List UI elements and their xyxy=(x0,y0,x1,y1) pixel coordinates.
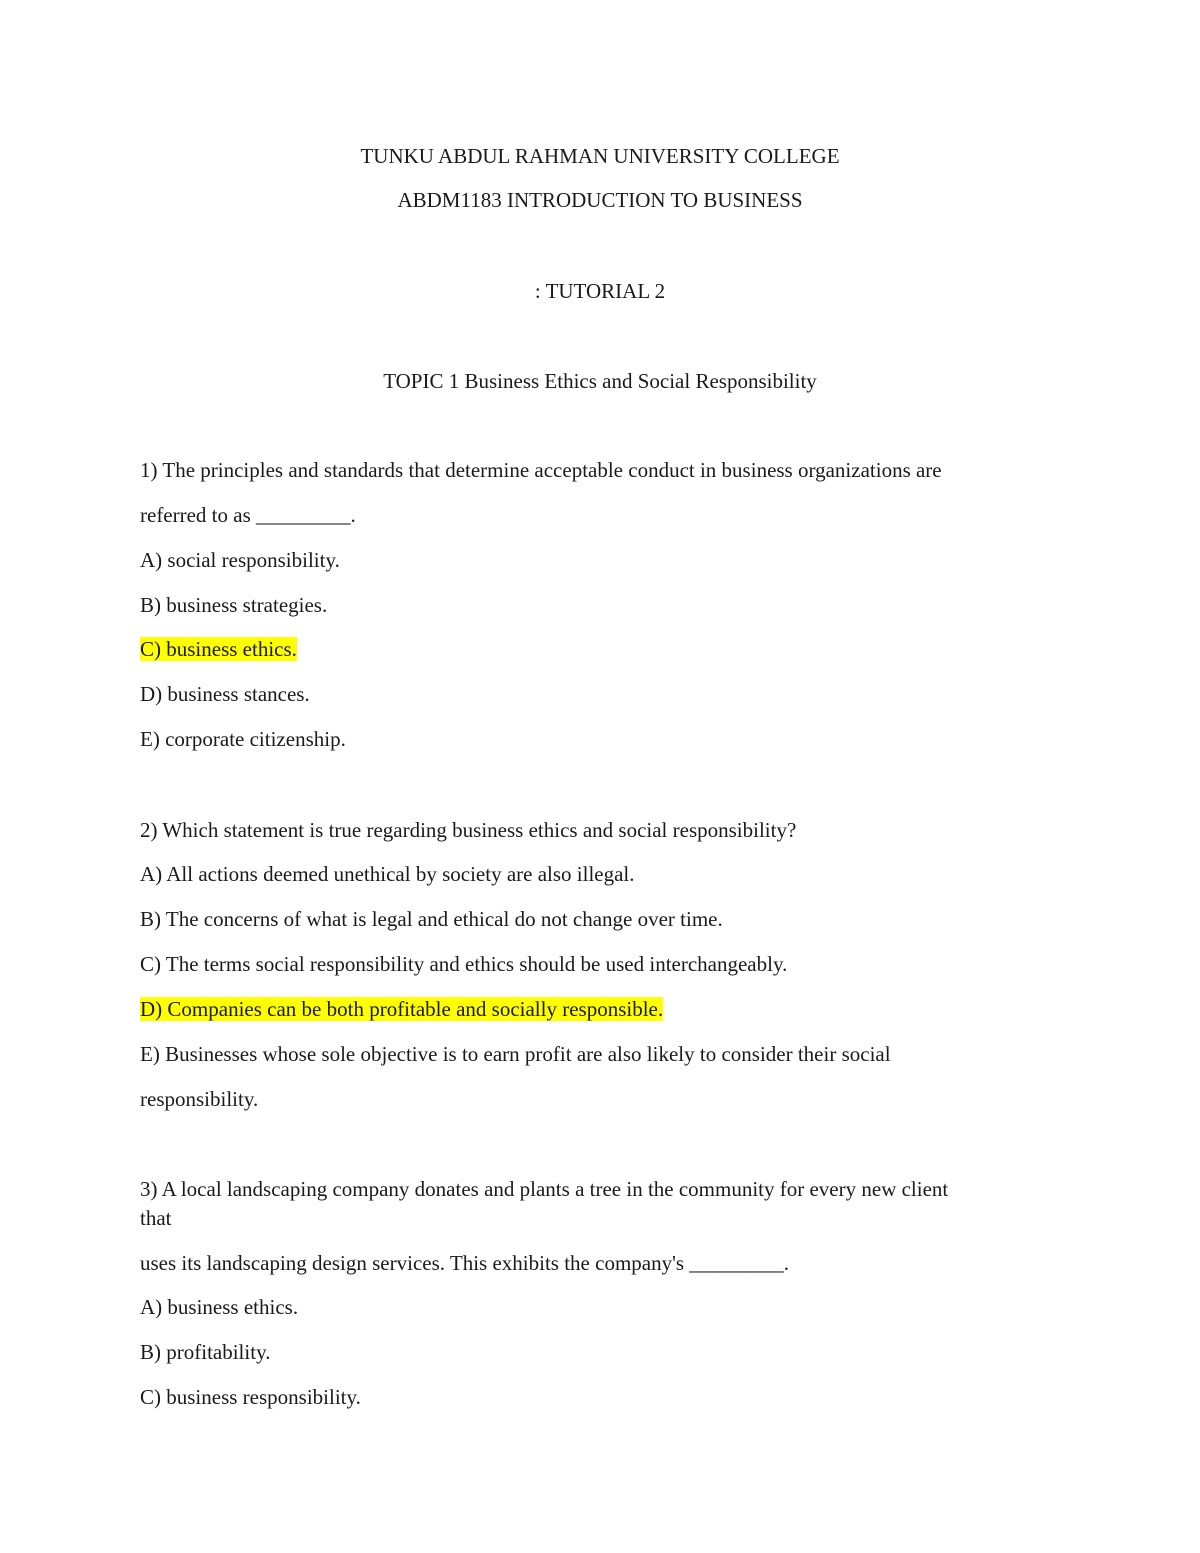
question-1-stem-line-2: referred to as _________. xyxy=(140,503,356,527)
question-2-option-e-line-1: E) Businesses whose sole objective is to earn profit are also likely to consider their social xyxy=(140,1042,891,1066)
question-2-option-b: B) The concerns of what is legal and ethical do not change over time. xyxy=(140,907,723,931)
answer-highlight: D) Companies can be both profitable and socially responsible. xyxy=(140,997,664,1021)
question-1-option-a: A) social responsibility. xyxy=(140,548,340,572)
question-2-option-a: A) All actions deemed unethical by society are also illegal. xyxy=(140,862,635,886)
question-3-option-a: A) business ethics. xyxy=(140,1295,299,1319)
topic-title: TOPIC 1 Business Ethics and Social Responsibility xyxy=(383,369,817,393)
question-1-option-c xyxy=(140,635,297,663)
question-1-stem-line-1: 1) The principles and standards that determine acceptable conduct in business organizations are xyxy=(140,458,942,482)
question-3-stem-line-3: uses its landscaping design services. This exhibits the company's _________. xyxy=(140,1251,790,1275)
question-1-option-e: E) corporate citizenship. xyxy=(140,727,346,751)
question-3-stem-line-1: 3) A local landscaping company donates and plants a tree in the community for every new client xyxy=(140,1177,949,1201)
question-2-option-d xyxy=(140,995,663,1023)
institution-name: TUNKU ABDUL RAHMAN UNIVERSITY COLLEGE xyxy=(360,144,840,168)
question-3-stem-line-2: that xyxy=(140,1206,172,1230)
question-2-stem-line-1: 2) Which statement is true regarding business ethics and social responsibility? xyxy=(140,818,797,842)
question-1-option-b: B) business strategies. xyxy=(140,593,328,617)
question-3-option-c: C) business responsibility. xyxy=(140,1385,361,1409)
question-1-option-d: D) business stances. xyxy=(140,682,310,706)
course-title: ABDM1183 INTRODUCTION TO BUSINESS xyxy=(397,188,803,212)
question-3-option-b: B) profitability. xyxy=(140,1340,271,1364)
question-2-option-c: C) The terms social responsibility and ethics should be used interchangeably. xyxy=(140,952,788,976)
answer-highlight: C) business ethics. xyxy=(140,637,297,661)
question-2-option-e-line-2: responsibility. xyxy=(140,1087,259,1111)
tutorial-title: : TUTORIAL 2 xyxy=(534,279,666,303)
